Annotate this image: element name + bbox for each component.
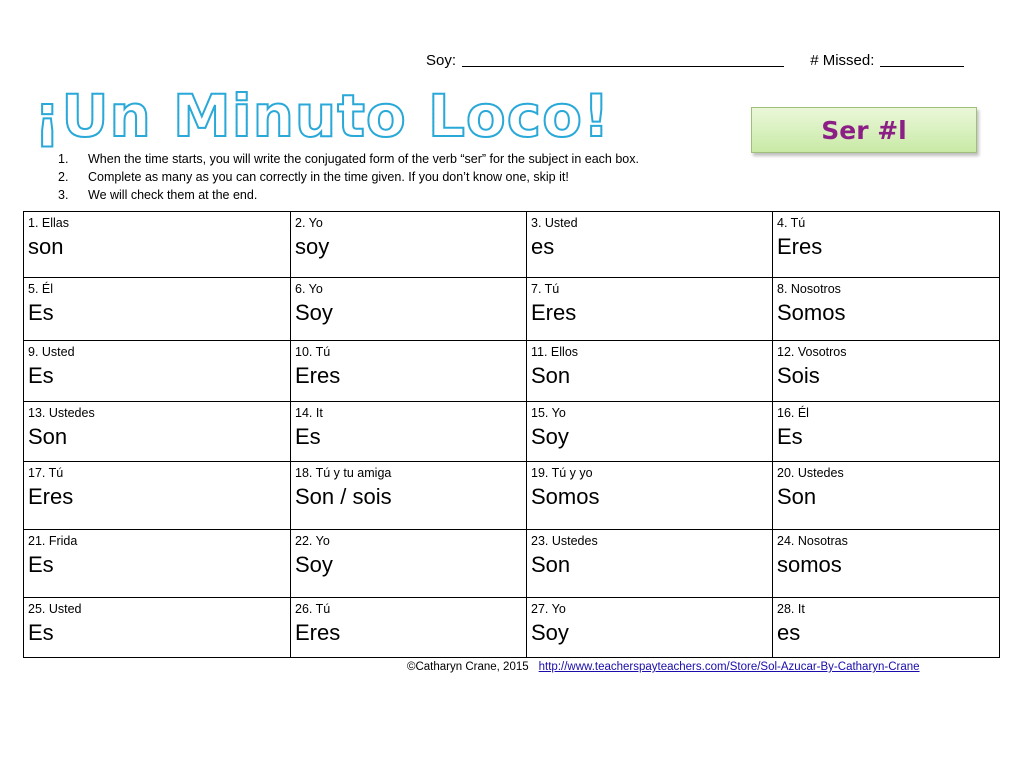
subject-label: 1. Ellas: [28, 216, 69, 230]
answer-text: Es: [28, 620, 54, 645]
grid-cell[interactable]: [291, 341, 527, 402]
worksheet-badge: Ser #l: [751, 107, 977, 153]
answer-text: Es: [28, 300, 54, 325]
answer-text: es: [777, 620, 801, 645]
grid-cell[interactable]: [291, 278, 527, 341]
subject-label: 12. Vosotros: [777, 345, 847, 359]
grid-row: [24, 462, 1000, 530]
subject-label: 28. It: [777, 602, 805, 616]
grid-row: [24, 212, 1000, 278]
answer-text: Eres: [531, 300, 577, 325]
grid-cell[interactable]: [527, 212, 773, 278]
subject-label: 25. Usted: [28, 602, 82, 616]
missed-count-blank[interactable]: [880, 52, 964, 67]
answer-text: Soy: [295, 552, 333, 577]
subject-label: 16. Él: [777, 406, 809, 420]
subject-label: 8. Nosotros: [777, 282, 841, 296]
grid-row: [24, 278, 1000, 341]
subject-label: 9. Usted: [28, 345, 75, 359]
grid-cell[interactable]: [773, 530, 1000, 598]
header-fields: [426, 52, 964, 69]
instruction-number: 1.: [58, 152, 69, 166]
grid-cell[interactable]: [24, 598, 291, 658]
answer-text: Son: [531, 363, 571, 388]
footer: [407, 661, 920, 673]
instruction-item: [58, 186, 639, 204]
subject-label: 18. Tú y tu amiga: [295, 466, 392, 480]
subject-label: 4. Tú: [777, 216, 806, 230]
answer-text: Somos: [777, 300, 846, 325]
grid-cell[interactable]: [24, 341, 291, 402]
subject-label: 2. Yo: [295, 216, 323, 230]
answer-text: Es: [295, 424, 321, 449]
instruction-number: 3.: [58, 188, 69, 202]
answer-text: Es: [28, 552, 54, 577]
subject-label: 3. Usted: [531, 216, 578, 230]
subject-label: 13. Ustedes: [28, 406, 95, 420]
grid-row: [24, 530, 1000, 598]
instruction-item: [58, 168, 639, 186]
grid-cell[interactable]: [24, 462, 291, 530]
grid-cell[interactable]: [24, 278, 291, 341]
store-link[interactable]: http://www.teacherspayteachers.com/Store/Sol-Azucar-By-Catharyn-Crane: [538, 661, 920, 673]
subject-label: 15. Yo: [531, 406, 566, 420]
grid-cell[interactable]: [773, 278, 1000, 341]
answer-text: Es: [777, 424, 803, 449]
grid-cell[interactable]: [291, 212, 527, 278]
answer-text: Soy: [531, 620, 569, 645]
subject-label: 17. Tú: [28, 466, 64, 480]
grid-row: [24, 402, 1000, 462]
instruction-text: We will check them at the end.: [88, 188, 258, 202]
grid-cell[interactable]: [773, 598, 1000, 658]
answer-text: son: [28, 234, 64, 259]
subject-label: 23. Ustedes: [531, 534, 598, 548]
grid-cell[interactable]: [773, 341, 1000, 402]
subject-label: 6. Yo: [295, 282, 323, 296]
subject-label: 19. Tú y yo: [531, 466, 593, 480]
subject-label: 27. Yo: [531, 602, 566, 616]
grid-cell[interactable]: [527, 530, 773, 598]
grid-cell[interactable]: [773, 212, 1000, 278]
grid-row: [24, 598, 1000, 658]
grid-cell[interactable]: [527, 598, 773, 658]
answer-text: Eres: [777, 234, 823, 259]
answer-text: Eres: [28, 484, 74, 509]
answer-text: Son / sois: [295, 484, 392, 509]
subject-label: 10. Tú: [295, 345, 331, 359]
subject-label: 11. Ellos: [531, 345, 579, 359]
soy-name-blank[interactable]: [462, 52, 784, 67]
answer-text: Somos: [531, 484, 600, 509]
instruction-text: Complete as many as you can correctly in the time given. If you don’t know one, skip it!: [88, 170, 569, 184]
conjugation-grid: [23, 211, 1000, 658]
instruction-number: 2.: [58, 170, 69, 184]
answer-text: Son: [28, 424, 68, 449]
subject-label: 21. Frida: [28, 534, 78, 548]
grid-cell[interactable]: [773, 462, 1000, 530]
answer-text: Sois: [777, 363, 820, 388]
subject-label: 5. Él: [28, 282, 54, 296]
missed-label: # Missed:: [810, 52, 875, 69]
answer-text: Es: [28, 363, 54, 388]
answer-text: somos: [777, 552, 842, 577]
grid-cell[interactable]: [291, 402, 527, 462]
grid-cell[interactable]: [24, 402, 291, 462]
answer-text: es: [531, 234, 555, 259]
subject-label: 26. Tú: [295, 602, 331, 616]
subject-label: 7. Tú: [531, 282, 560, 296]
instruction-item: [58, 150, 639, 168]
answer-text: Eres: [295, 620, 341, 645]
grid-cell[interactable]: [291, 530, 527, 598]
grid-cell[interactable]: [24, 530, 291, 598]
grid-cell[interactable]: [773, 402, 1000, 462]
subject-label: 24. Nosotras: [777, 534, 848, 548]
grid-cell[interactable]: [527, 462, 773, 530]
copyright-text: ©Catharyn Crane, 2015: [407, 661, 529, 673]
subject-label: 22. Yo: [295, 534, 330, 548]
answer-text: soy: [295, 234, 330, 259]
page-title: ¡Un Minuto Loco!: [34, 82, 611, 150]
instructions-list: [58, 150, 639, 204]
grid-cell[interactable]: [527, 278, 773, 341]
grid-cell[interactable]: [527, 341, 773, 402]
grid-cell[interactable]: [291, 598, 527, 658]
grid-row: [24, 341, 1000, 402]
answer-text: Son: [777, 484, 817, 509]
answer-text: Eres: [295, 363, 341, 388]
answer-text: Soy: [295, 300, 333, 325]
answer-text: Soy: [531, 424, 569, 449]
grid-cell[interactable]: [291, 462, 527, 530]
answer-text: Son: [531, 552, 571, 577]
instruction-text: When the time starts, you will write the conjugated form of the verb “ser” for the subject in each box.: [88, 152, 639, 166]
soy-label: Soy:: [426, 52, 457, 69]
subject-label: 14. It: [295, 406, 323, 420]
grid-cell[interactable]: [24, 212, 291, 278]
subject-label: 20. Ustedes: [777, 466, 844, 480]
grid-cell[interactable]: [527, 402, 773, 462]
